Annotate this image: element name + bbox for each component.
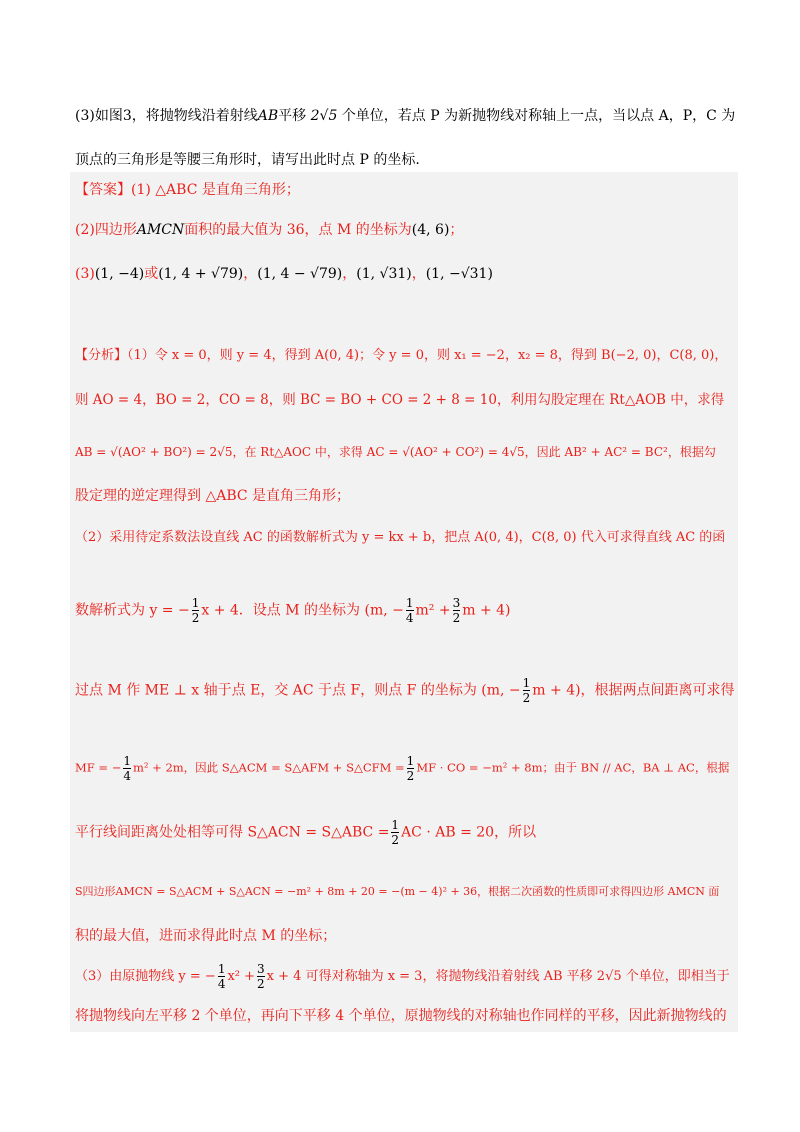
analysis-text: m² + 2m，因此 S△ACM = S△AFM + S△CFM = [132, 760, 405, 775]
denominator: 2 [257, 977, 265, 991]
answer-text: 或 [144, 266, 159, 282]
sep: ， [411, 266, 426, 282]
numerator: 1 [406, 754, 415, 768]
analysis-text: 数解析式为 y = − [75, 602, 190, 619]
problem-text: 个单位，若点 P 为新抛物线对称轴上一点，当以点 A，P，C 为 [341, 108, 736, 124]
segment-ab: AB [257, 108, 279, 124]
analysis-text: x + 4 可得对称轴为 x = 3，将抛物线沿着射线 AB 平移 2√5 个单位，即相当于 [266, 969, 730, 984]
point-p-5: (1, −√31) [425, 266, 493, 282]
analysis-text: S四边形AMCN = S△ACM + S△ACN = −m² + 8m + 20 = −(m − 4)² + 36，根据二次函数的性质即可求得四边形 AMCN 面 [75, 885, 720, 898]
answer-tag: 【答案】 [75, 182, 131, 198]
analysis-text: 过点 M 作 ME ⊥ x 轴于点 E，交 AC 于点 F，则点 F 的坐标为 (m, − [75, 682, 521, 699]
analysis-text: （3）由原抛物线 y = − [75, 969, 216, 984]
problem-line-2 [75, 148, 740, 172]
problem-text: 顶点的三角形是等腰三角形时，请写出此时点 P 的坐标. [75, 152, 420, 168]
answer-text: (2)四边形 [75, 222, 137, 238]
denominator: 2 [391, 833, 400, 847]
point-p-1: (1, −4) [94, 266, 145, 282]
analysis-text: m² + [415, 602, 451, 619]
analysis-line-12 [75, 962, 740, 991]
analysis-text: m + 4)，根据两点间距离可求得 [532, 682, 735, 699]
numerator: 1 [391, 818, 400, 832]
analysis-line-8 [75, 754, 740, 783]
answer-part-1: (1) △ABC 是直角三角形； [131, 182, 300, 198]
analysis-line-10 [75, 880, 740, 904]
analysis-text: m + 4) [462, 602, 511, 619]
analysis-line-9 [75, 818, 740, 847]
denominator: 4 [123, 769, 131, 783]
analysis-text: x² + [227, 969, 256, 984]
numerator: 1 [217, 962, 226, 976]
denominator: 4 [217, 977, 226, 991]
analysis-text: AC · AB = 20，所以 [401, 824, 537, 841]
analysis-tag: 【分析】 [75, 348, 128, 363]
sep: ， [243, 266, 258, 282]
numerator: 1 [522, 676, 531, 690]
problem-line-1 [75, 104, 740, 128]
numerator: 1 [123, 754, 131, 768]
answer-line-3 [75, 262, 740, 286]
analysis-text: AB = √(AO² + BO²) = 2√5，在 Rt△AOC 中，求得 AC = √(AO² + CO²) = 4√5，因此 AB² + AC² = BC²，根据勾 [75, 445, 716, 459]
answer-text: (3) [75, 266, 95, 282]
fraction-three-half [257, 962, 265, 991]
analysis-text: 积的最大值，进而求得此时点 M 的坐标； [75, 928, 337, 944]
denominator: 4 [405, 611, 414, 625]
numerator: 3 [257, 962, 265, 976]
problem-text: 平移 [278, 108, 307, 124]
answer-line-2 [75, 218, 740, 242]
analysis-line-4 [75, 484, 740, 508]
numerator: 3 [452, 596, 461, 610]
point-m-coord: (4, 6) [411, 222, 450, 238]
denominator: 2 [191, 611, 200, 625]
analysis-text: （2）采用待定系数法设直线 AC 的函数解析式为 y = kx + b，把点 A(0, 4)，C(8, 0) 代入可求得直线 AC 的函 [75, 530, 726, 545]
analysis-line-5 [75, 526, 740, 550]
analysis-line-11 [75, 924, 740, 948]
numerator: 1 [405, 596, 414, 610]
analysis-text: （1）令 x = 0，则 y = 4，得到 A(0, 4)；令 y = 0，则 x₁ = −2，x₂ = 8，得到 B(−2, 0)，C(8, 0)， [127, 348, 728, 363]
analysis-text: 则 AO = 4，BO = 2，CO = 8，则 BC = BO + CO = 2 + 8 = 10，利用勾股定理在 Rt△AOB 中，求得 [75, 392, 725, 408]
distance: 2√5 [310, 108, 338, 124]
point-p-2: (1, 4 + √79) [158, 266, 244, 282]
fraction-three-half [453, 596, 461, 625]
fraction-quarter [406, 596, 414, 625]
answer-text: ； [449, 222, 464, 238]
analysis-line-13 [75, 1004, 740, 1028]
answer-text: 面积的最大值为 36，点 M 的坐标为 [184, 222, 412, 238]
fraction-half [192, 596, 200, 625]
point-p-3: (1, 4 − √79) [257, 266, 343, 282]
analysis-line-3 [75, 440, 740, 464]
analysis-text: x + 4．设点 M 的坐标为 (m, − [201, 602, 404, 619]
denominator: 2 [522, 691, 531, 705]
fraction-half [523, 676, 531, 705]
answer-line-1 [75, 178, 740, 202]
fraction-half [391, 818, 399, 847]
numerator: 1 [191, 596, 200, 610]
denominator: 2 [406, 769, 415, 783]
analysis-text: MF = − [75, 760, 122, 775]
fraction-half [407, 754, 415, 783]
point-p-4: (1, √31) [356, 266, 412, 282]
analysis-text: 平行线间距离处处相等可得 S△ACN = S△ABC = [75, 824, 390, 841]
analysis-text: 股定理的逆定理得到 △ABC 是直角三角形； [75, 488, 351, 504]
analysis-line-1 [75, 344, 740, 368]
analysis-line-6 [75, 596, 740, 625]
analysis-line-7 [75, 676, 740, 705]
analysis-text: MF · CO = −m² + 8m；由于 BN // AC，BA ⊥ AC，根据 [416, 760, 730, 775]
quad-name: AMCN [136, 222, 185, 238]
problem-text: (3)如图3，将抛物线沿着射线 [75, 108, 258, 124]
fraction-quarter [123, 754, 131, 783]
denominator: 2 [452, 611, 461, 625]
analysis-text: 将抛物线向左平移 2 个单位，再向下平移 4 个单位，原抛物线的对称轴也作同样的平移，因此新抛物线的 [75, 1008, 727, 1024]
analysis-line-2 [75, 388, 740, 412]
sep: ， [342, 266, 357, 282]
fraction-quarter [218, 962, 226, 991]
